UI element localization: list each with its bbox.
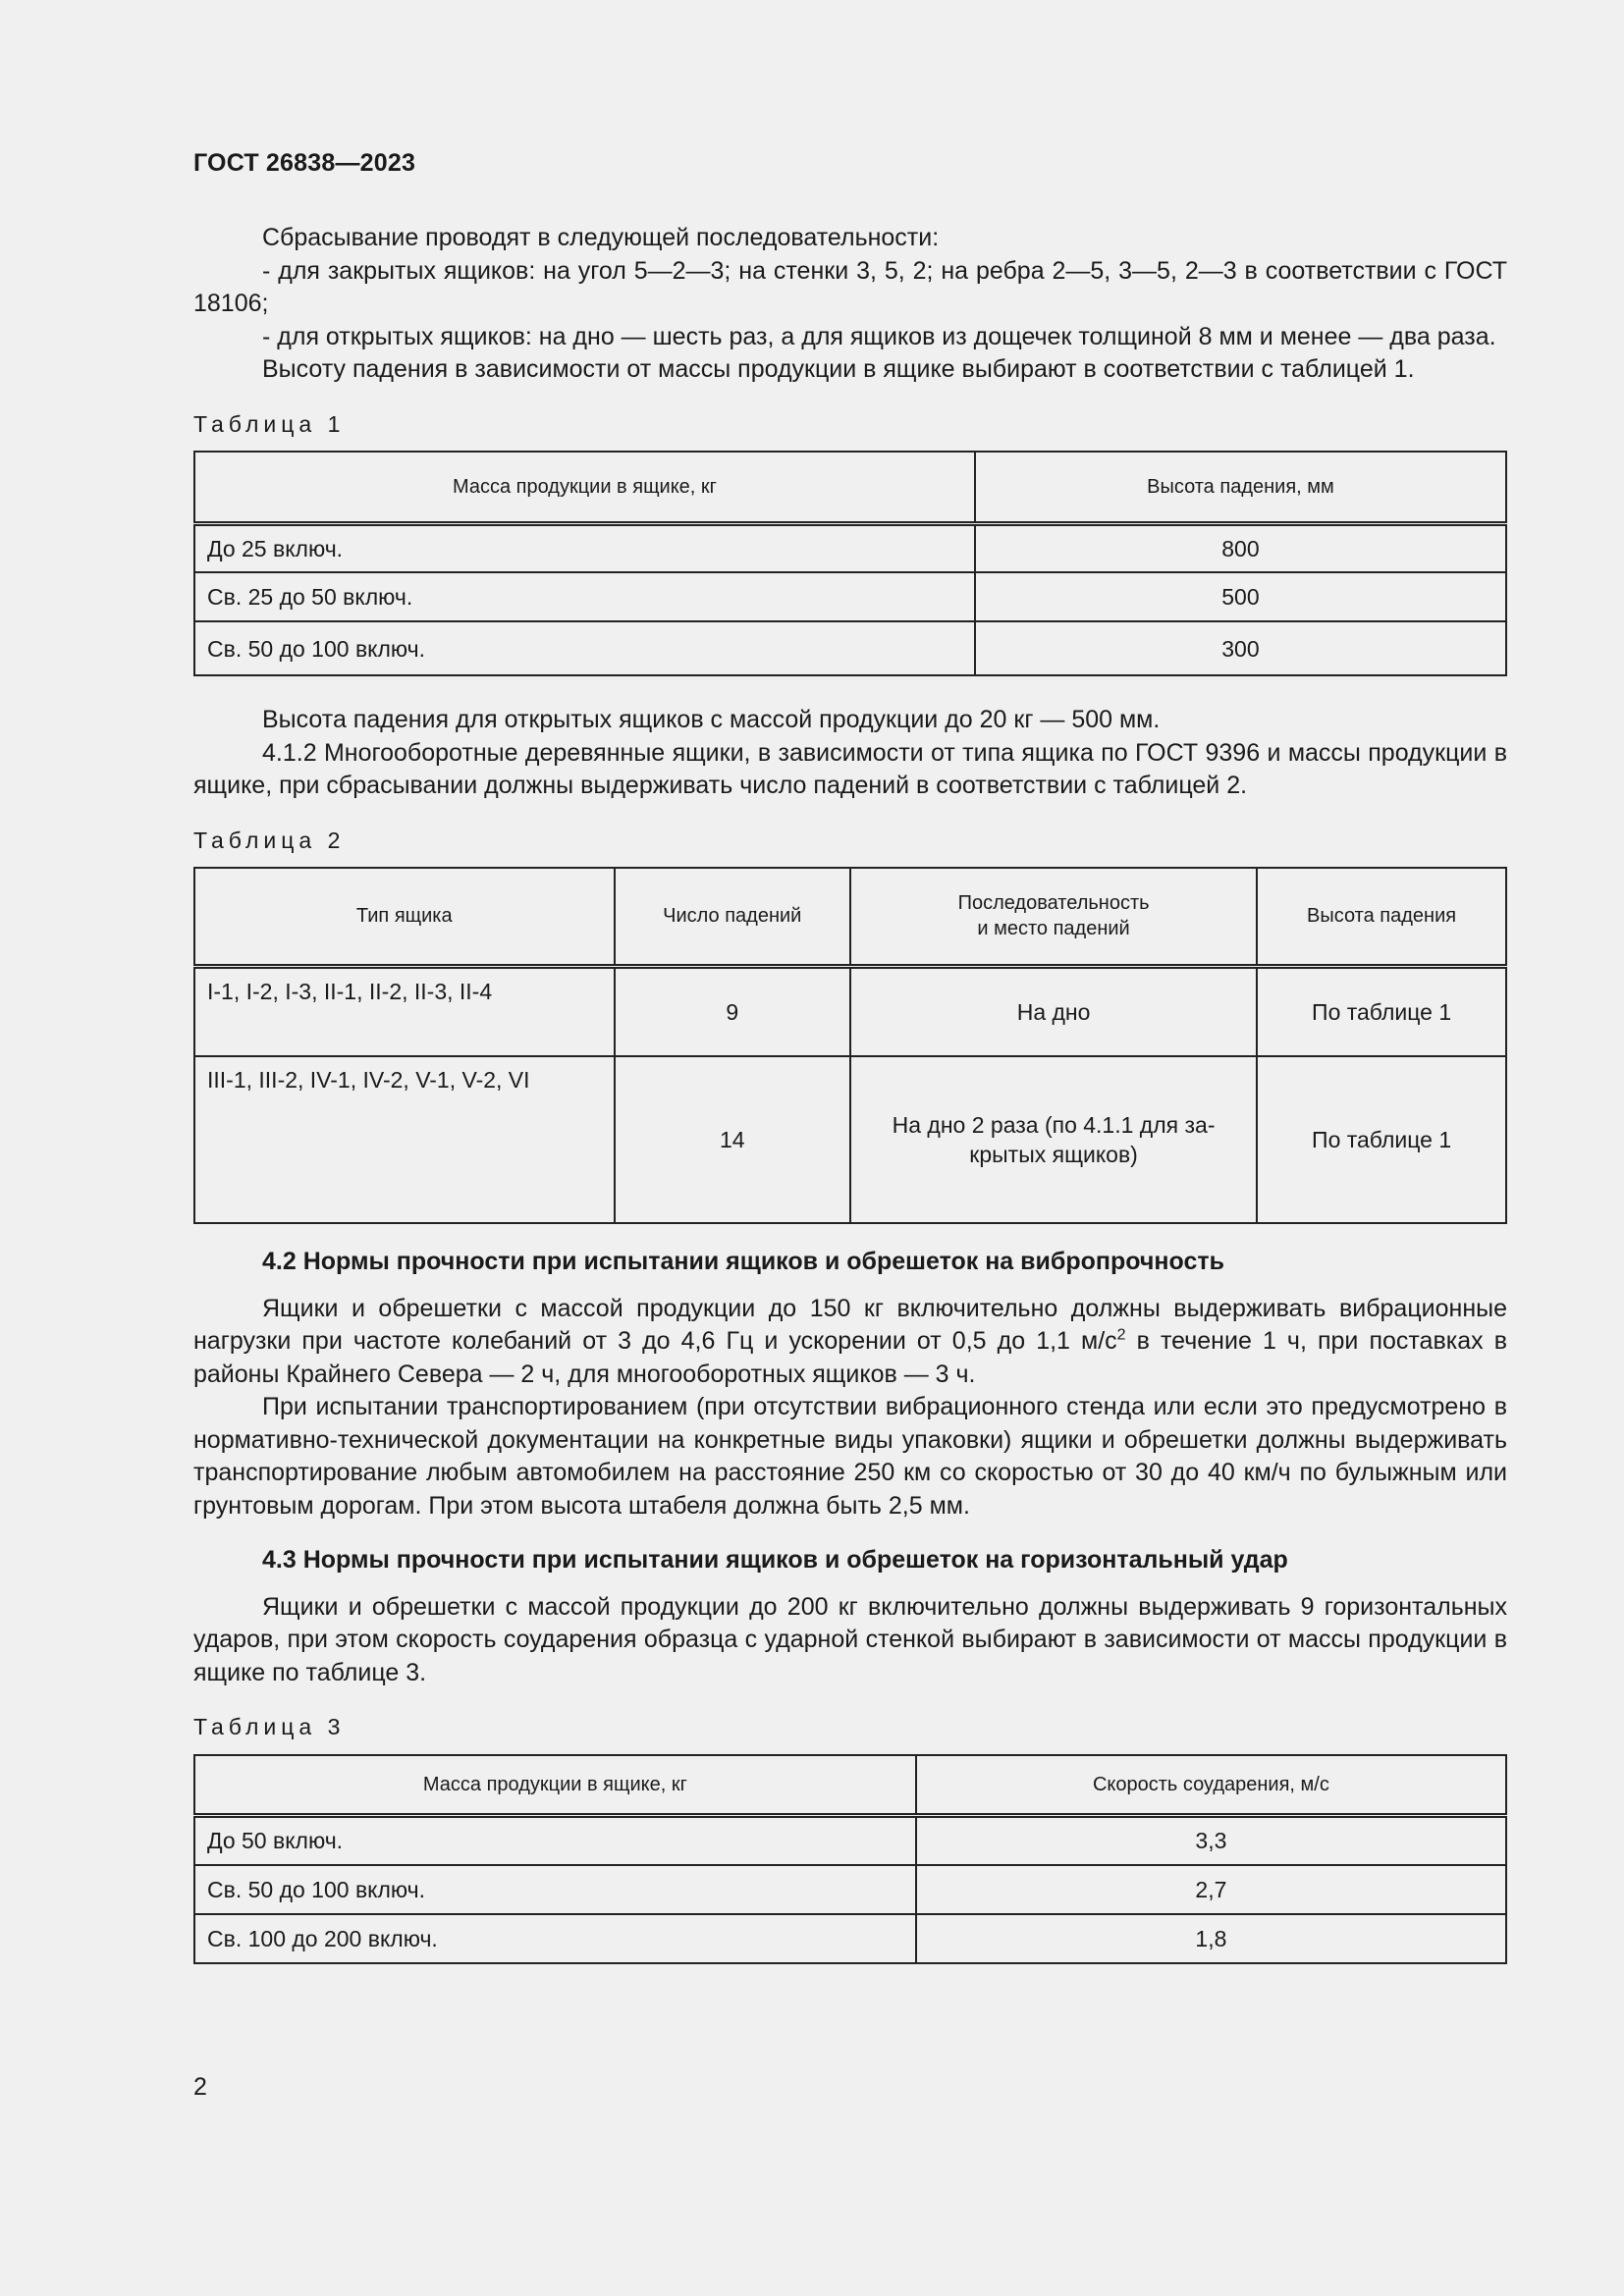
header-line: Последовательность [957, 892, 1150, 915]
paragraph: Высота падения для открытых ящиков с массой продукции до 20 кг — 500 мм. [262, 706, 1161, 733]
table-header: Тип ящика [194, 868, 615, 966]
table-cell: 800 [975, 523, 1506, 572]
table-row [194, 621, 1506, 675]
table-row [194, 523, 1506, 572]
table-row [194, 1816, 1506, 1865]
header-line: и место падений [977, 918, 1130, 940]
table-row [194, 572, 1506, 621]
list-item-open-boxes: - для открытых ящиков: на дно — шесть раз, а для ящиков из дощечек толщиной 8 мм и менее — два раза. [262, 322, 1496, 350]
clause-4-1-2: 4.1.2 Многооборотные деревянные ящики, в зависимости от типа ящика по ГОСТ 9396 и массы продукции в ящике, при сбрасывании должны выдерживать число падений в соответствии с таблицей 2. [193, 738, 1507, 799]
table-cell: 500 [975, 572, 1506, 621]
table-row [194, 1914, 1506, 1963]
document-body [193, 222, 1507, 1964]
table-row [194, 1865, 1506, 1914]
table-cell: По таблице 1 [1257, 966, 1506, 1056]
table-cell: Св. 25 до 50 включ. [194, 572, 975, 621]
table-cell: По таблице 1 [1257, 1056, 1506, 1223]
table-cell: До 50 включ. [194, 1816, 916, 1865]
table-header: Число падений [615, 868, 850, 966]
table-header: Высота падения, мм [975, 452, 1506, 523]
paragraph: Сбрасывание проводят в следующей последовательности: [262, 224, 940, 251]
table-cell: 3,3 [916, 1816, 1506, 1865]
section-heading-4-3: 4.3 Нормы прочности при испытании ящиков и обрешеток на горизонтальный удар [262, 1546, 1288, 1574]
paragraph [193, 1293, 1507, 1392]
document-header: ГОСТ 26838—2023 [193, 149, 416, 177]
table-caption: Таблица 2 [193, 827, 346, 853]
section-heading-4-2: 4.2 Нормы прочности при испытании ящиков и обрешеток на вибропрочность [262, 1248, 1224, 1275]
text-span: Ящики и обрешетки с массой продукции до 150 кг включительно должны выдерживать вибрационные нагрузки при частоте колебаний от 3 до 4,6 Гц и ускорении от 0,5 до 1,1 м/с [193, 1294, 1507, 1355]
paragraph: Ящики и обрешетки с массой продукции до 200 кг включительно должны выдерживать 9 горизонтальных ударов, при этом скорость соударения образца с ударной стенкой выбирают в зависимости от массы продукции в ящике по таблице 3. [193, 1592, 1507, 1686]
table-caption: Таблица 3 [193, 1714, 346, 1739]
table-row [194, 966, 1506, 1056]
table-header: Масса продукции в ящике, кг [194, 452, 975, 523]
table-2 [193, 867, 1507, 1224]
table-cell: Св. 100 до 200 включ. [194, 1914, 916, 1963]
list-item-closed-boxes: - для закрытых ящиков: на угол 5—2—3; на стенки 3, 5, 2; на ребра 2—5, 3—5, 2—3 в соответствии с ГОСТ 18106; [193, 256, 1507, 317]
table-header: Скорость соударения, м/с [916, 1755, 1506, 1816]
table-1 [193, 451, 1507, 676]
cell-line: На дно 2 раза (по 4.1.1 для за- [892, 1112, 1216, 1138]
table-cell: 14 [615, 1056, 850, 1223]
paragraph: Высоту падения в зависимости от массы продукции в ящике выбирают в соответствии с таблицей 1. [262, 355, 1415, 383]
table-cell: На дно [850, 966, 1257, 1056]
table-header: Масса продукции в ящике, кг [194, 1755, 916, 1816]
superscript: 2 [1116, 1326, 1126, 1344]
table-cell: III-1, III-2, IV-1, IV-2, V-1, V-2, VI [194, 1056, 615, 1223]
table-cell: Св. 50 до 100 включ. [194, 1865, 916, 1914]
paragraph: При испытании транспортированием (при отсутствии вибрационного стенда или если это предусмотрено в нормативно-технической документации на конкретные виды упаковки) ящики и обрешетки должны выдерживать транспортирование любым автомобилем на расстояние 250 км со скоростью от 30 до 40 км/ч по булыжным или грунтовым дорогам. При этом высота штабеля должна быть 2,5 мм. [193, 1393, 1507, 1520]
page-number: 2 [193, 2073, 207, 2101]
table-cell: 2,7 [916, 1865, 1506, 1914]
table-cell: 9 [615, 966, 850, 1056]
table-cell [850, 1056, 1257, 1223]
table-row [194, 1056, 1506, 1223]
text-span: в течение 1 ч, при поставках в районы Крайнего Севера — 2 ч, для многооборотных ящиков — 3 ч. [193, 1327, 1507, 1388]
table-header: Высота падения [1257, 868, 1506, 966]
table-caption: Таблица 1 [193, 410, 346, 437]
table-cell: 300 [975, 621, 1506, 675]
table-cell: Св. 50 до 100 включ. [194, 621, 975, 675]
table-cell: 1,8 [916, 1914, 1506, 1963]
table-header [850, 868, 1257, 966]
table-3 [193, 1754, 1507, 1964]
table-cell: До 25 включ. [194, 523, 975, 572]
table-cell: I-1, I-2, I-3, II-1, II-2, II-3, II-4 [194, 966, 615, 1056]
cell-line: крытых ящиков) [969, 1142, 1138, 1167]
